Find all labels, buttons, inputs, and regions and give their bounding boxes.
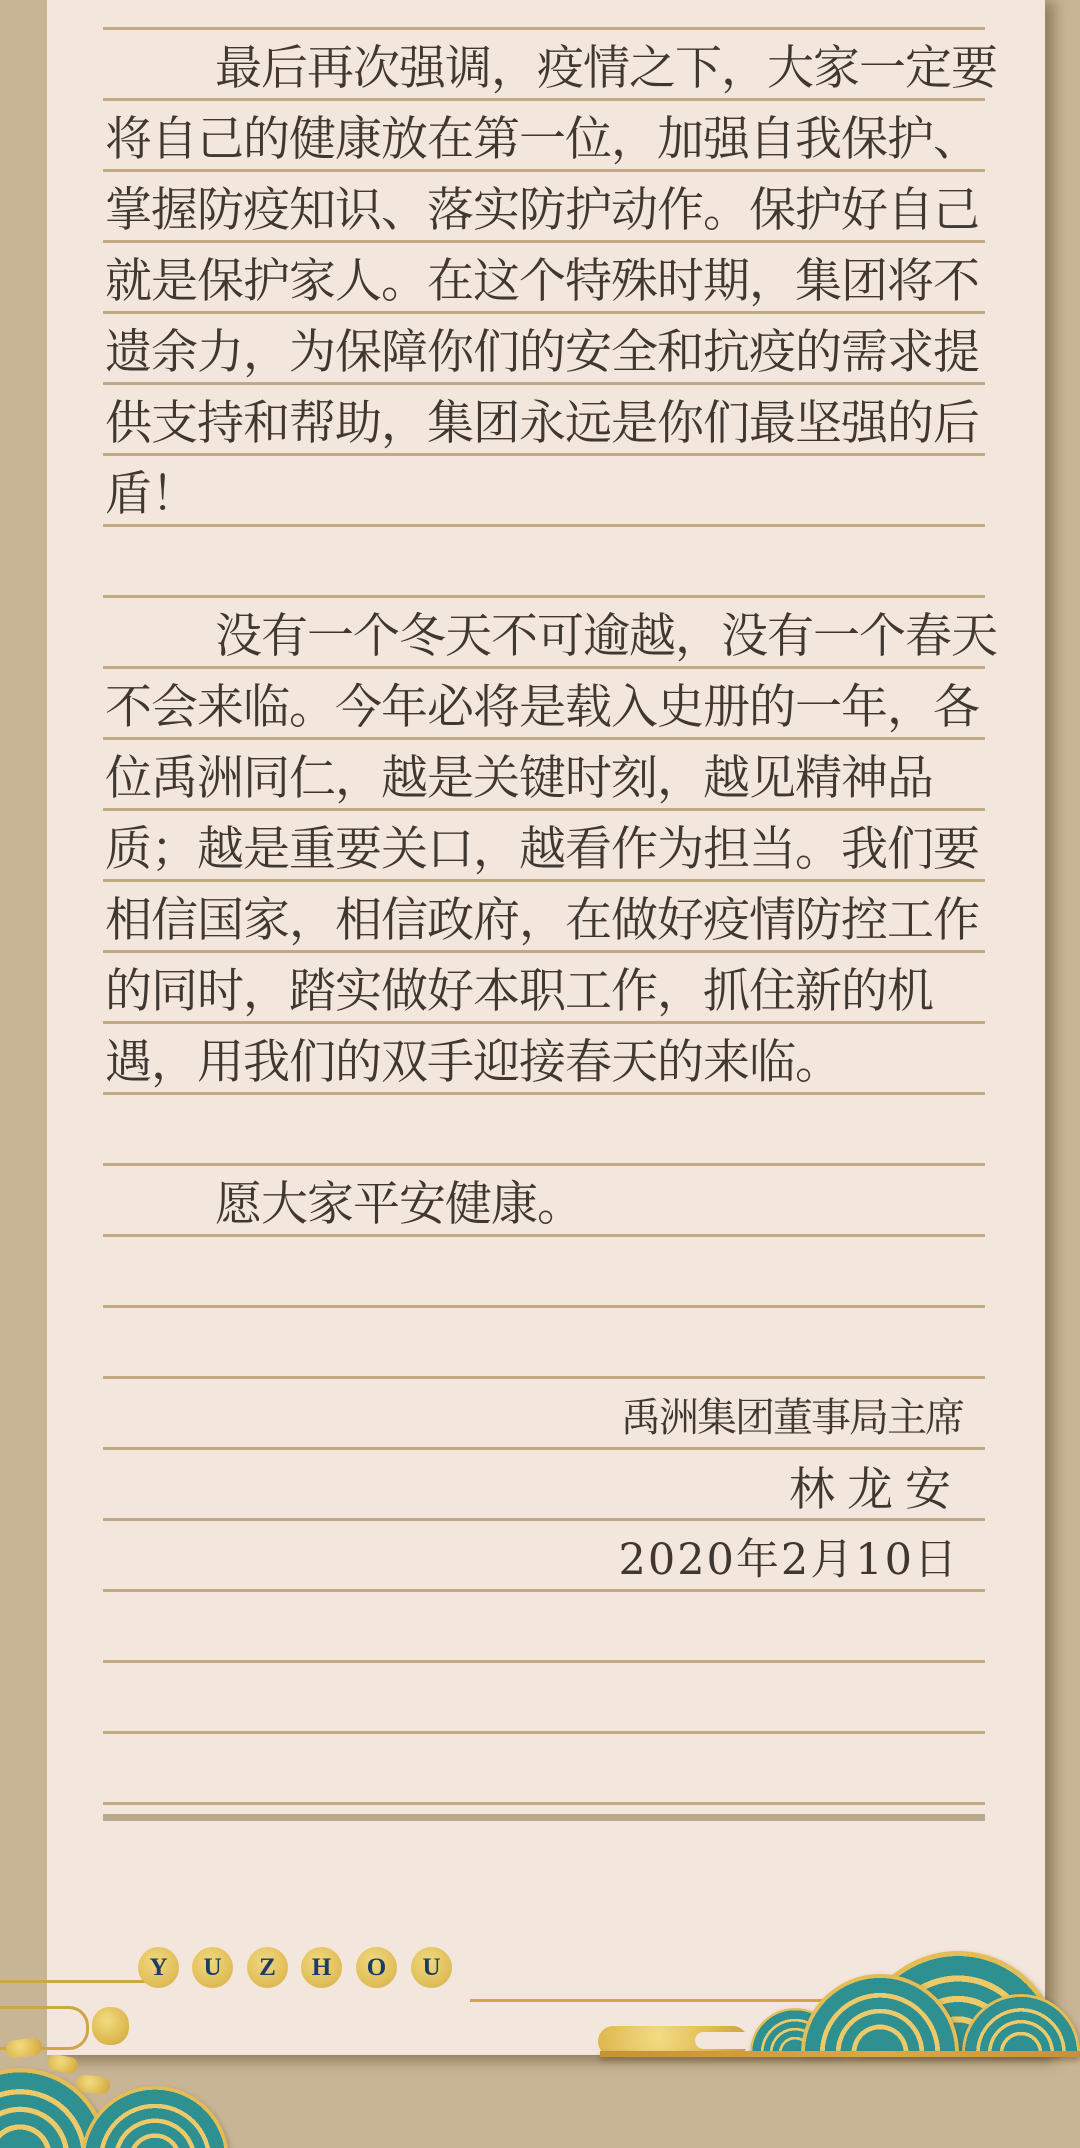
ruled-line [103,808,985,811]
signature-name: 林龙安 [789,1462,963,1516]
signature-title: 禹洲集团董事局主席 [621,1395,963,1441]
ruled-line [103,382,985,385]
ruled-line [103,1660,985,1663]
brand-letter: Y [149,1954,168,1981]
gold-baseline [600,2051,1080,2057]
ruled-line [103,311,985,314]
brand-letter-circle [138,1947,179,1988]
letter-line: 不会来临。今年必将是载入史册的一年，各 [105,680,979,735]
brand-letter-circle [247,1947,288,1988]
ruled-line [103,879,985,882]
gold-brush-dab [5,2037,43,2060]
ruled-line [103,1518,985,1521]
ruled-line [103,1021,985,1024]
gold-line-left [0,1980,148,1983]
ruled-line [103,666,985,669]
ruled-line [103,1234,985,1237]
letter-paper [47,0,1045,2055]
letter-line: 掌握防疫知识、落实防护动作。保护好自己 [105,183,979,238]
letter-line: 愿大家平安健康。 [215,1177,583,1232]
ruled-line [103,1092,985,1095]
ruled-line [103,1305,985,1308]
letter-line: 质；越是重要关口，越看作为担当。我们要 [105,822,979,877]
cloud-motif [801,1974,959,2053]
ruled-line [103,950,985,953]
brand-letter: U [203,1954,222,1981]
ruled-line [103,1589,985,1592]
letter-line: 盾！ [105,467,197,522]
ruled-line [103,1731,985,1734]
brand-letter-circle [411,1947,452,1988]
letter-line: 没有一个冬天不可逾越，没有一个春天 [215,609,997,664]
cloud-motif [81,2086,229,2148]
brand-letter: H [311,1954,332,1981]
brand-letter: U [422,1954,441,1981]
ruled-line [103,524,985,527]
gold-brush-blob [92,2007,129,2045]
ruled-line [103,1802,985,1805]
brand-letter-circle [301,1947,342,1988]
ruled-line [103,27,985,30]
brand-letter: O [366,1954,387,1981]
signature-date: 2020年2月10日 [618,1535,959,1585]
letter-line: 位禹洲同仁，越是关键时刻，越见精神品 [105,751,933,806]
ruled-line [103,595,985,598]
brand-letter-circle [356,1947,397,1988]
brand-letter-circle [192,1947,233,1988]
letter-line: 相信国家，相信政府，在做好疫情防控工作 [105,893,979,948]
ruled-line [103,98,985,101]
ruled-line [103,240,985,243]
ruled-line [103,1447,985,1450]
letter-line: 的同时，踏实做好本职工作，抓住新的机 [105,964,933,1019]
letter-line: 遇，用我们的双手迎接春天的来临。 [105,1035,841,1090]
cloud-motif [962,1994,1080,2053]
ruled-line [103,737,985,740]
letter-line: 遗余力，为保障你们的安全和抗疫的需求提 [105,325,979,380]
ruled-line [103,453,985,456]
letter-line: 最后再次强调，疫情之下，大家一定要 [215,41,997,96]
ruled-line [103,169,985,172]
ruled-line [103,1163,985,1166]
letter-line: 供支持和帮助，集团永远是你们最坚强的后 [105,396,979,451]
letter-line: 将自己的健康放在第一位，加强自我保护、 [105,112,979,167]
ruled-line [103,1376,985,1379]
ruled-line-thick [103,1814,985,1821]
letter-line: 就是保护家人。在这个特殊时期，集团将不 [105,254,979,309]
brand-letter: Z [259,1954,276,1981]
